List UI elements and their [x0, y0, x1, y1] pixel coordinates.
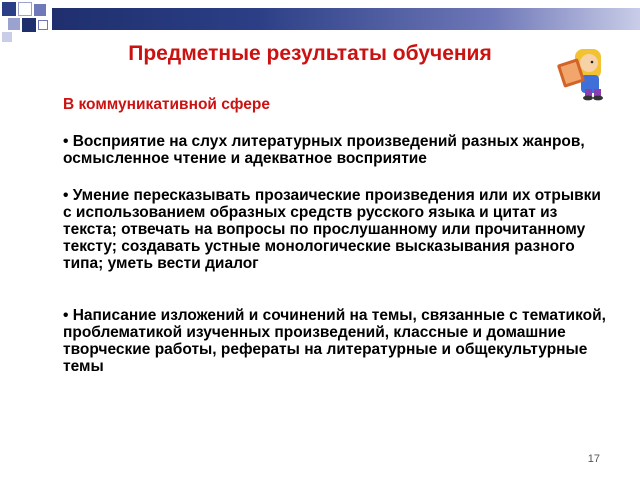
- slide-title: Предметные результаты обучения: [128, 42, 492, 65]
- decor-square: [18, 2, 32, 16]
- bullet-item: • Написание изложений и сочинений на темы, связанные с тематикой, проблематикой изученных произведений, классные и домашние творческие работы, рефераты на литературные и общекультурные темы: [63, 307, 606, 375]
- decor-square: [8, 18, 20, 30]
- header-stripe: [52, 8, 640, 30]
- decor-square: [34, 4, 46, 16]
- decor-square: [22, 18, 36, 32]
- decor-square: [38, 20, 48, 30]
- section-subtitle: В коммуникативной сфере: [63, 96, 270, 113]
- slide-body: [63, 96, 611, 375]
- reading-child-icon: [555, 45, 615, 101]
- bullet-item: • Восприятие на слух литературных произведений разных жанров, осмысленное чтение и адекватное восприятие: [63, 133, 585, 167]
- header-decoration: [0, 0, 640, 44]
- page-number: 17: [587, 453, 600, 465]
- bullet-item: • Умение пересказывать прозаические произведения или их отрывки с использованием образных средств русского языка и цитат из текста; отвечать на вопросы по прослушанному или прочитанному тексту; создавать устные монологические высказывания разного типа; уметь вести диалог: [63, 187, 601, 272]
- decor-square: [2, 2, 16, 16]
- decor-square: [2, 32, 12, 42]
